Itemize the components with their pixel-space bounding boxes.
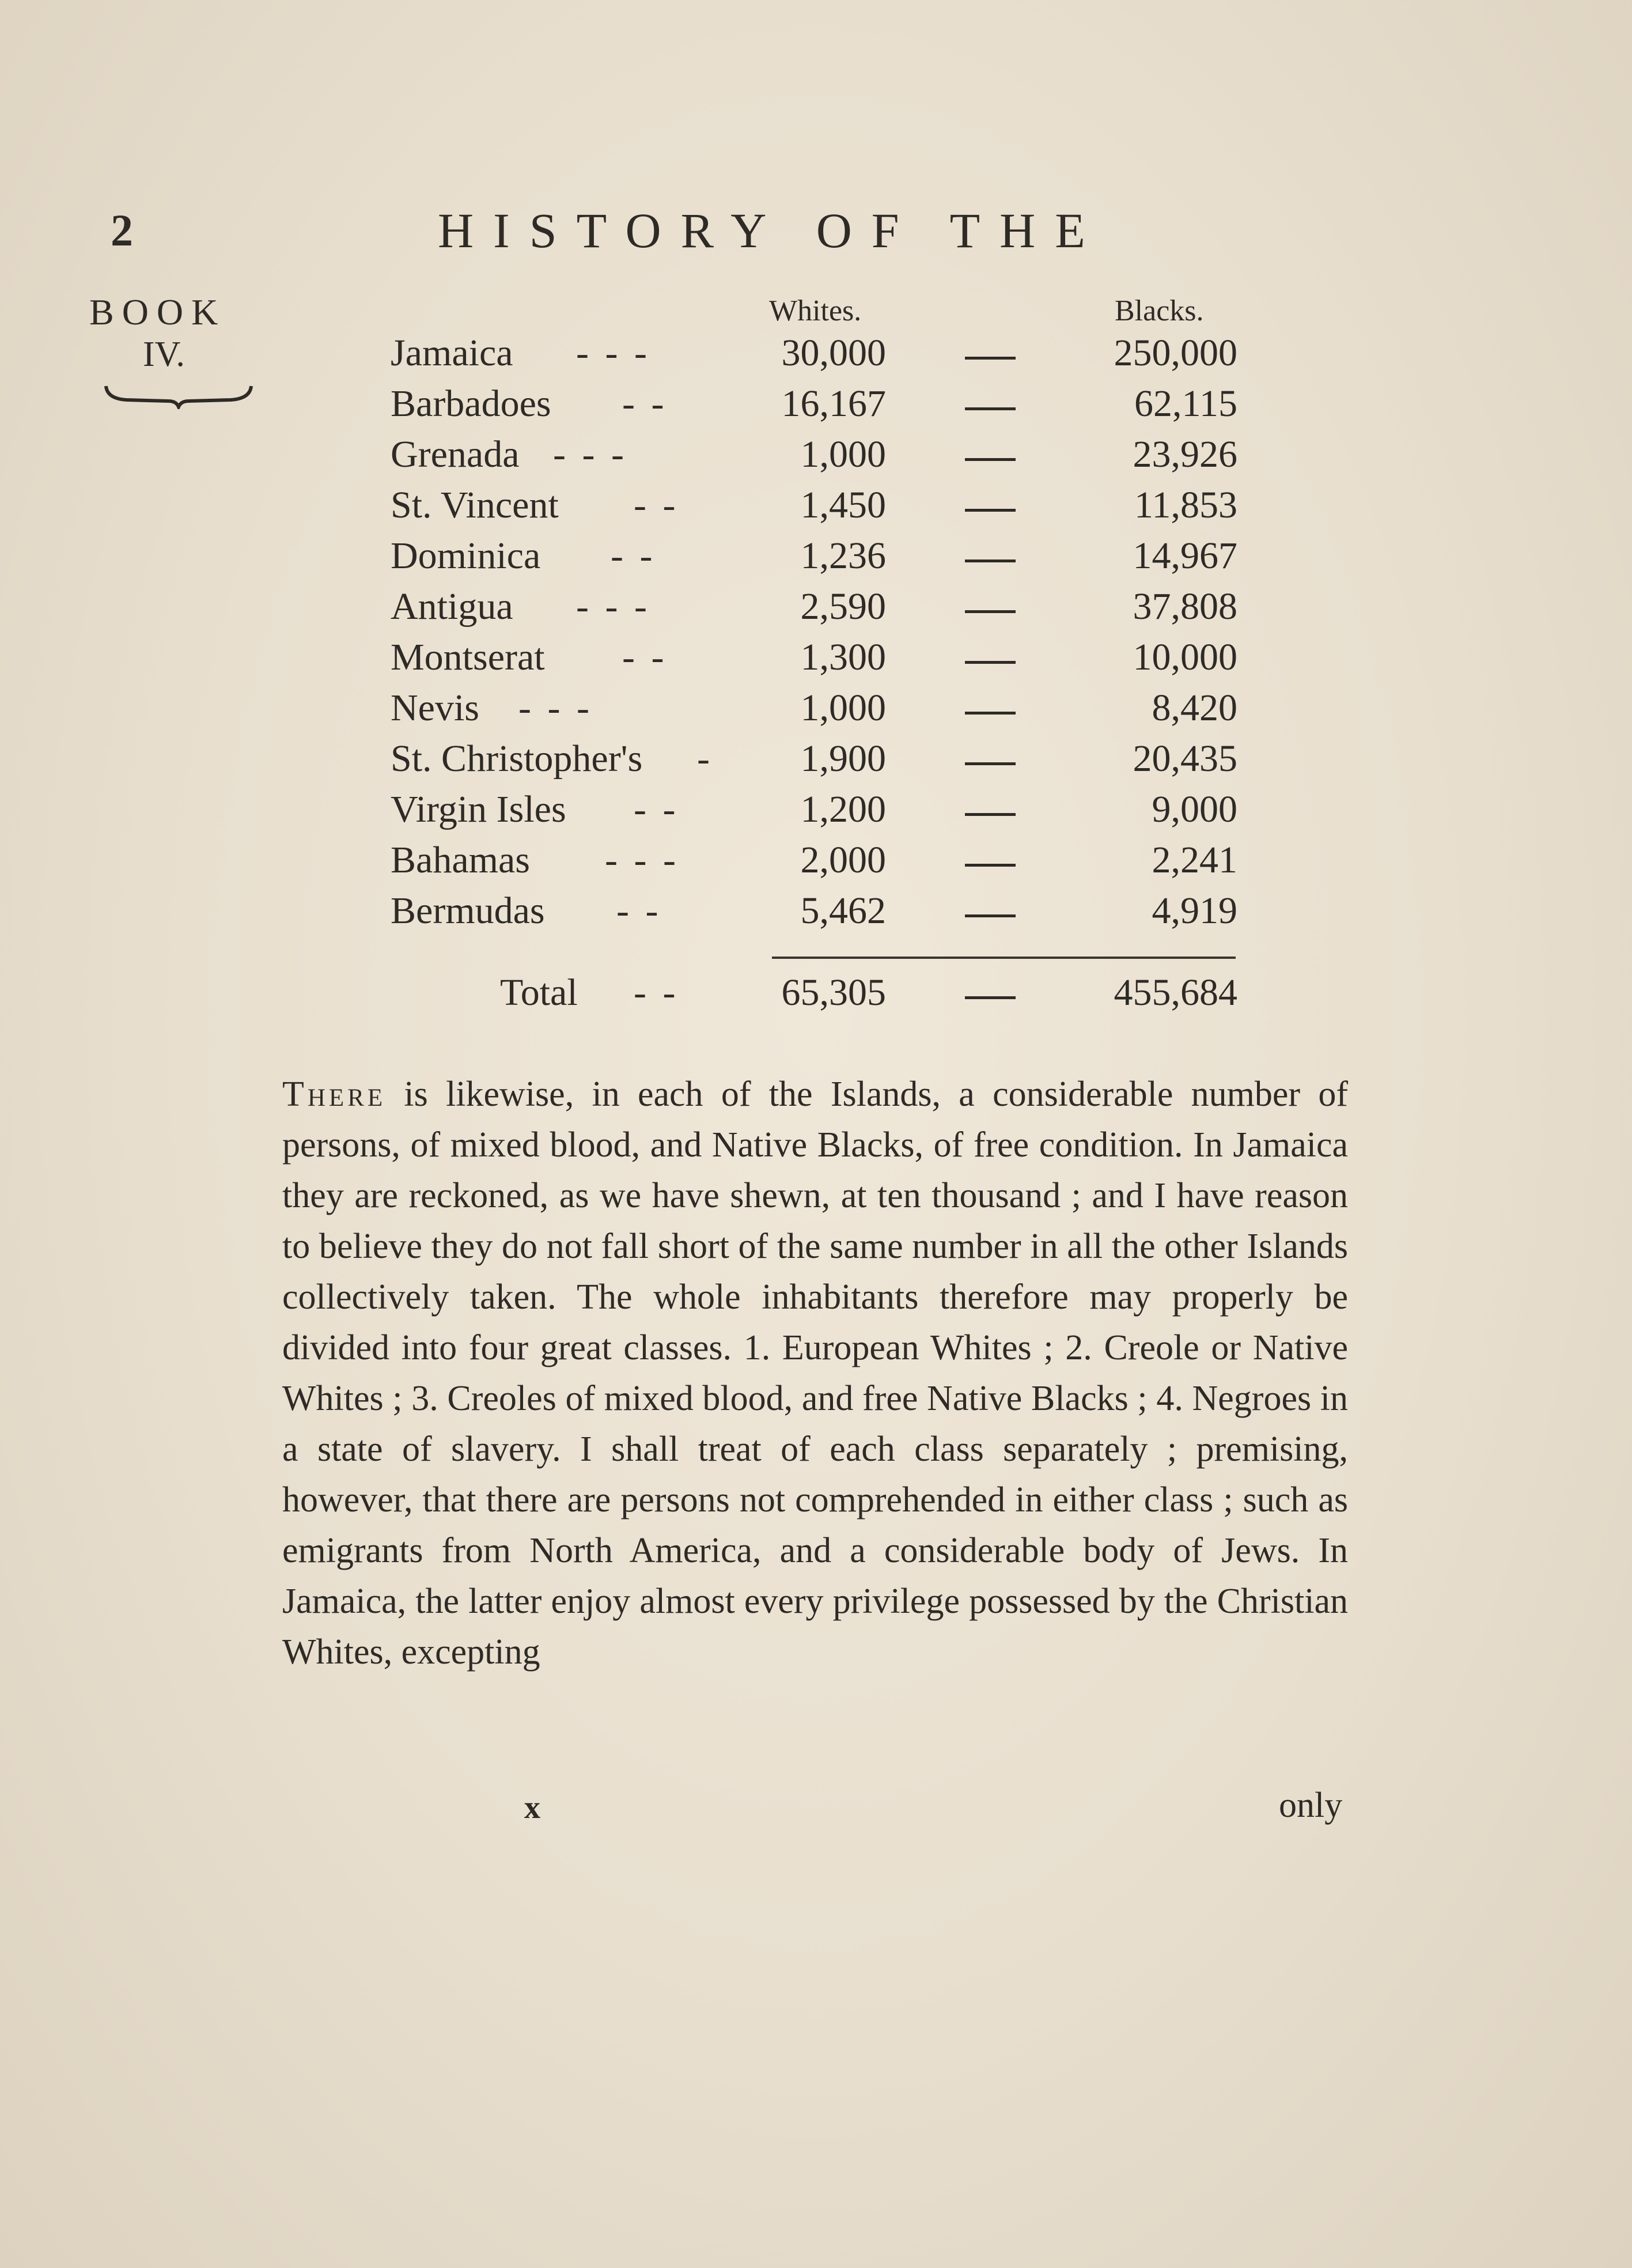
total-dash (965, 996, 1016, 999)
leader-dots: - - - (518, 687, 593, 729)
whites-value: 2,000 (800, 839, 886, 881)
leader-dots: - - (622, 383, 668, 425)
blacks-value: 250,000 (1114, 332, 1237, 374)
margin-book-label: BOOK (89, 292, 226, 332)
row-dash (965, 509, 1016, 512)
leader-dots: - - (611, 535, 656, 577)
blacks-value: 62,115 (1134, 383, 1237, 425)
whites-value: 1,000 (800, 687, 886, 729)
island-name: Bahamas (391, 839, 530, 881)
total-label: Total (500, 972, 578, 1014)
blacks-value: 11,853 (1134, 484, 1237, 526)
island-name: Virgin Isles (391, 788, 566, 830)
blacks-value: 37,808 (1133, 585, 1237, 628)
leader-dots: - (697, 738, 713, 780)
leader-dots: - - (616, 890, 662, 932)
blacks-value: 8,420 (1152, 687, 1237, 729)
leader-dots: - - (622, 636, 668, 678)
row-dash (965, 762, 1016, 765)
table-row (0, 788, 1632, 840)
row-dash (965, 813, 1016, 816)
total-blacks: 455,684 (1114, 972, 1237, 1014)
island-name: Jamaica (391, 332, 513, 374)
table-row (0, 382, 1632, 434)
total-leader-dots: - - (634, 972, 679, 1014)
island-name: Barbadoes (391, 383, 551, 425)
whites-value: 1,300 (800, 636, 886, 678)
island-name: Montserat (391, 636, 545, 678)
leader-dots: - - (634, 484, 679, 526)
blacks-value: 9,000 (1152, 788, 1237, 830)
table-row (0, 737, 1632, 789)
total-rule (772, 957, 1236, 959)
paragraph-text: is likewise, in each of the Islands, a considerable number of persons, of mixed blood, and Native Blacks, of free condition. In Jamaica they are reckoned, as we have shewn, at ten thousand ; and I have reason to believe they do not fall short of the same number in all the other Islands collectively taken. The whole inhabitants therefore may properly be divided into four great classes. 1. European Whites ; 2. Creole or Native Whites ; 3. Creoles of mixed blood, and free Native Blacks ; 4. Negroes in a state of slavery. I shall treat of each class separately ; premising, however, that there are persons not comprehended in either class ; such as emigrants from North America, and a considerable body of Jews. In Jamaica, the latter enjoy almost every privilege possessed by the Christian Whites, excepting (282, 1075, 1348, 1672)
row-dash (965, 407, 1016, 410)
island-name: St. Christopher's (391, 738, 643, 780)
island-name: Dominica (391, 535, 541, 577)
paragraph-lead-word: There (282, 1075, 387, 1114)
column-header-blacks: Blacks. (1115, 294, 1204, 327)
leader-dots: - - (634, 788, 679, 830)
island-name: Bermudas (391, 890, 545, 932)
whites-value: 2,590 (800, 585, 886, 628)
blacks-value: 2,241 (1152, 839, 1237, 881)
total-whites: 65,305 (781, 972, 886, 1014)
blacks-value: 4,919 (1152, 890, 1237, 932)
row-dash (965, 610, 1016, 613)
catchword: only (1279, 1786, 1343, 1825)
whites-value: 1,200 (800, 788, 886, 830)
leader-dots: - - - (553, 433, 627, 475)
margin-book-number: IV. (143, 335, 185, 374)
whites-value: 30,000 (781, 332, 886, 374)
blacks-value: 10,000 (1133, 636, 1237, 678)
row-dash (965, 712, 1016, 715)
whites-value: 16,167 (781, 383, 886, 425)
whites-value: 1,900 (800, 738, 886, 780)
signature-mark: x (524, 1790, 540, 1825)
table-row (0, 636, 1632, 687)
table-row (0, 585, 1632, 637)
blacks-value: 23,926 (1133, 433, 1237, 475)
row-dash (965, 357, 1016, 360)
total-row (0, 971, 1632, 1023)
island-name: Nevis (391, 687, 479, 729)
whites-value: 1,450 (800, 484, 886, 526)
blacks-value: 14,967 (1133, 535, 1237, 577)
table-row (0, 838, 1632, 890)
column-header-whites: Whites. (769, 294, 862, 327)
leader-dots: - - - (576, 585, 650, 628)
table-row (0, 534, 1632, 586)
whites-value: 1,000 (800, 433, 886, 475)
population-table (0, 0, 1632, 1037)
row-dash (965, 864, 1016, 867)
island-name: Grenada (391, 433, 520, 475)
leader-dots: - - - (605, 839, 679, 881)
page-number: 2 (111, 205, 133, 255)
island-name: Antigua (391, 585, 513, 628)
whites-value: 5,462 (800, 890, 886, 932)
island-name: St. Vincent (391, 484, 559, 526)
running-head: HISTORY OF THE (438, 203, 1105, 258)
table-row (0, 331, 1632, 383)
table-row (0, 433, 1632, 485)
whites-value: 1,236 (800, 535, 886, 577)
leader-dots: - - - (576, 332, 650, 374)
table-row (0, 686, 1632, 738)
blacks-value: 20,435 (1133, 738, 1237, 780)
row-dash (965, 560, 1016, 562)
row-dash (965, 458, 1016, 461)
row-dash (965, 661, 1016, 664)
body-paragraph (282, 1069, 1348, 1677)
table-row (0, 889, 1632, 941)
table-row (0, 483, 1632, 535)
row-dash (965, 914, 1016, 917)
